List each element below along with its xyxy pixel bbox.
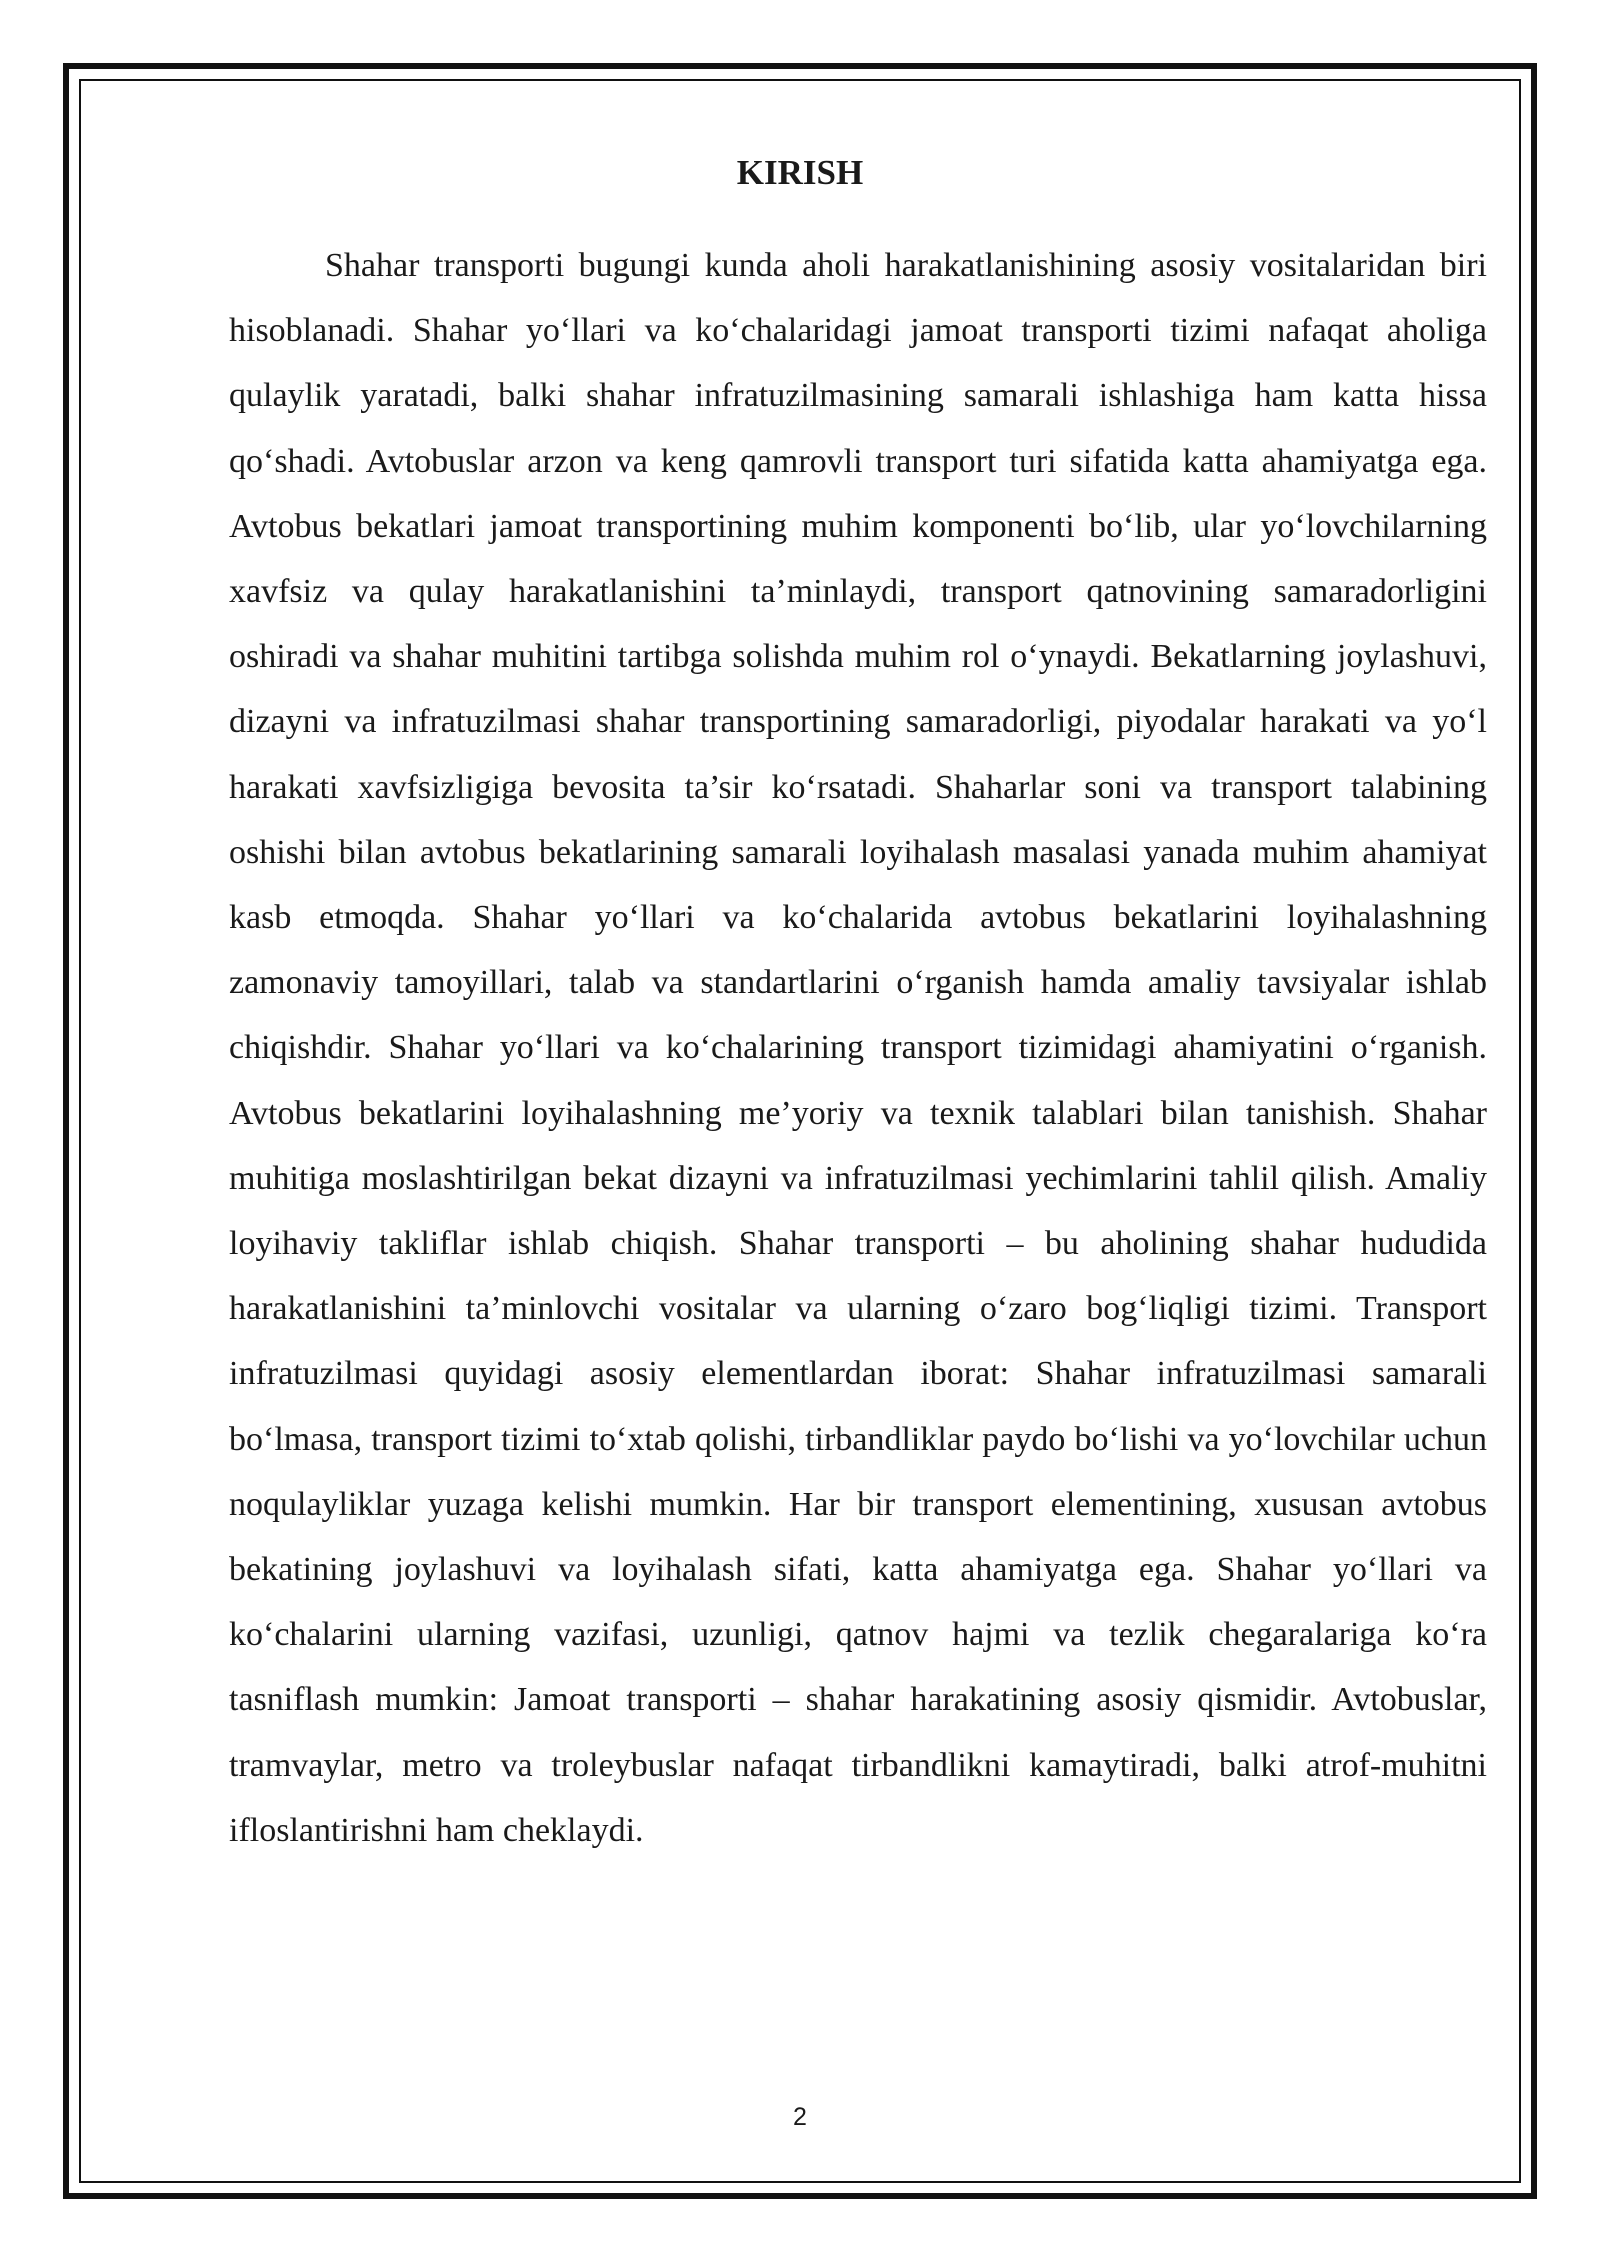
body-paragraph: Shahar transporti bugungi kunda aholi harakatlanishining asosiy vositalaridan biri hisoblanadi. Shahar yo‘llari va ko‘chalaridagi jamoat transporti tizimi nafaqat aholiga qulaylik yaratadi, balki shahar infratuzilmasining samarali ishlashiga ham katta hissa qo‘shadi. Avtobuslar arzon va keng qamrovli transport turi sifatida katta ahamiyatga ega. Avtobus bekatlari jamoat transportining muhim komponenti bo‘lib, ular yo‘lovchilarning xavfsiz va qulay harakatlanishini ta’minlaydi, transport qatnovining samaradorligini oshiradi va shahar muhitini tartibga solishda muhim rol o‘ynaydi. Bekatlarning joylashuvi, dizayni va infratuzilmasi shahar transportining samaradorligi, piyodalar harakati va yo‘l harakati xavfsizligiga bevosita ta’sir ko‘rsatadi. Shaharlar soni va transport talabining oshishi bilan avtobus bekatlarining samarali loyihalash masalasi yanada muhim ahamiyat kasb etmoqda. Shahar yo‘llari va ko‘chalarida avtobus bekatlarini loyihalashning zamonaviy tamoyillari, talab va standartlarini o‘rganish hamda amaliy tavsiyalar ishlab chiqishdir. Shahar yo‘llari va ko‘chalarining transport tizimidagi ahamiyatini o‘rganish. Avtobus bekatlarini loyihalashning me’yoriy va texnik talablari bilan tanishish. Shahar muhitiga moslashtirilgan bekat dizayni va infratuzilmasi yechimlarini tahlil qilish. Amaliy loyihaviy takliflar ishlab chiqish. Shahar transporti – bu aholining shahar hududida harakatlanishini ta’minlovchi vositalar va ularning o‘zaro bog‘liqligi tizimi. Transport infratuzilmasi quyidagi asosiy elementlardan iborat: Shahar infratuzilmasi samarali bo‘lmasa, transport tizimi to‘xtab qolishi, tirbandliklar paydo bo‘lishi va yo‘lovchilar uchun noqulayliklar yuzaga kelishi mumkin. Har bir transport elementining, xususan avtobus bekatining joylashuvi va loyihalash sifati, katta ahamiyatga ega. Shahar yo‘llari va ko‘chalarini ularning vazifasi, uzunligi, qatnov hajmi va tezlik chegaralariga ko‘ra tasniflash mumkin: Jamoat transporti – shahar harakatining asosiy qismidir. Avtobuslar, tramvaylar, metro va troleybuslar nafaqat tirbandlikni kamaytiradi, balki atrof-muhitni ifloslantirishni ham cheklaydi. (229, 247, 1487, 1849)
page-number: 2 (793, 2103, 807, 2131)
section-heading: KIRISH (736, 153, 864, 192)
